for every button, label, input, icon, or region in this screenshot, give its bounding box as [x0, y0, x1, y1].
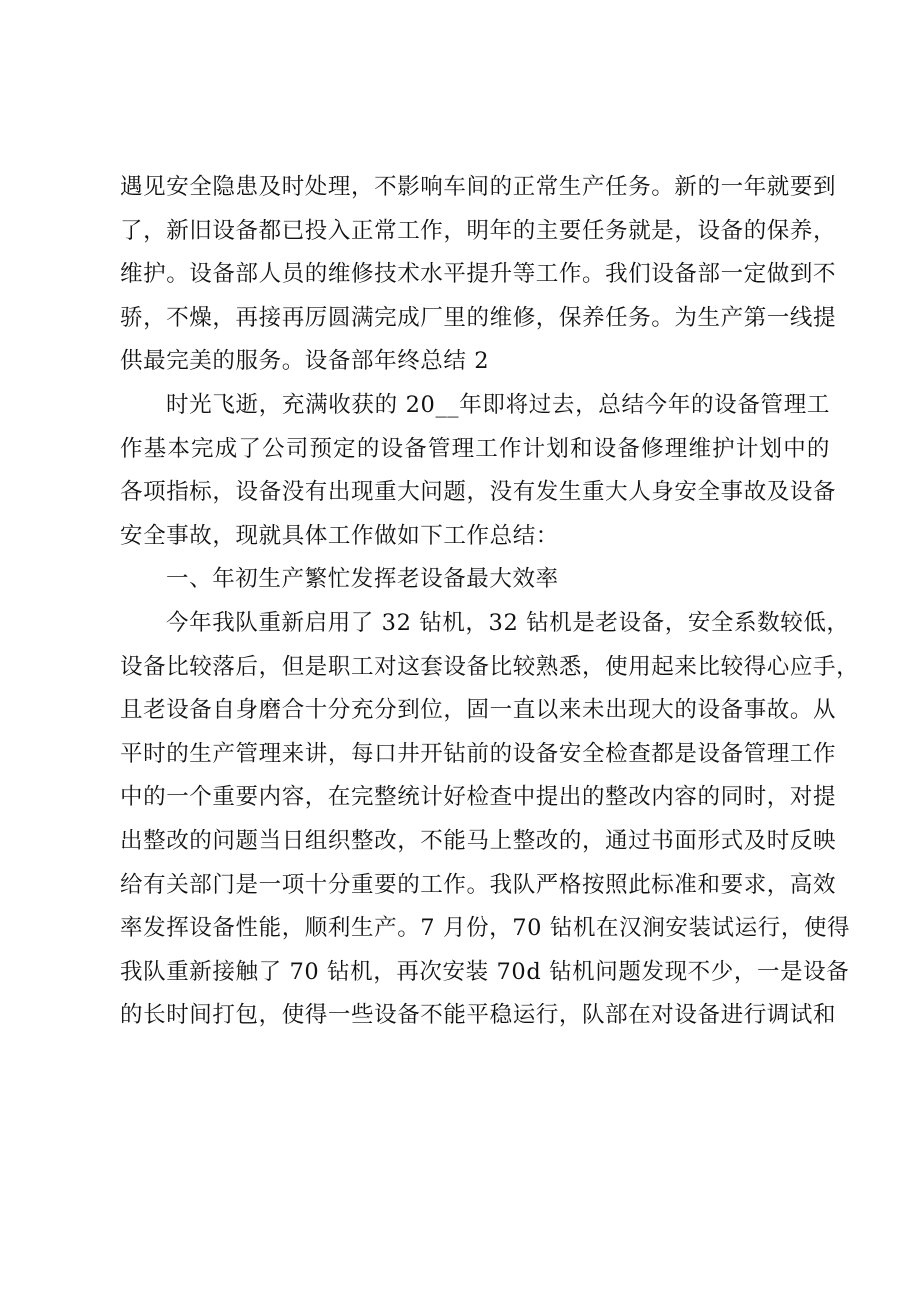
text-line: 维护。设备部人员的维修技术水平提升等工作。我们设备部一定做到不	[120, 261, 837, 288]
text-line: 平时的生产管理来讲，每口井开钻前的设备安全检查都是设备管理工作	[120, 740, 837, 767]
text-line: 率发挥设备性能，顺利生产。7 月份，70 钻机在汉涧安装试运行，使得	[120, 915, 851, 942]
text-line: 安全事故，现就具体工作做如下工作总结：	[120, 522, 559, 549]
text-line: 设备比较落后，但是职工对这套设备比较熟悉，使用起来比较得心应手，	[120, 653, 860, 680]
text-line: 遇见安全隐患及时处理，不影响车间的正常生产任务。新的一年就要到	[120, 174, 837, 200]
paragraph-start-line: 今年我队重新启用了 32 钻机，32 钻机是老设备，安全系数较低，	[166, 609, 850, 636]
text-line: 了，新旧设备都已投入正常工作，明年的主要任务就是，设备的保养，	[120, 217, 837, 244]
text-line: 给有关部门是一项十分重要的工作。我队严格按照此标准和要求，高效	[120, 871, 837, 898]
text-line: 我队重新接触了 70 钻机，再次安装 70d 钻机问题发现不少，一是设备	[120, 958, 850, 985]
text-line: 出整改的问题当日组织整改，不能马上整改的，通过书面形式及时反映	[120, 827, 837, 854]
text-line: 骄，不燥，再接再厉圆满完成厂里的维修，保养任务。为生产第一线提	[120, 304, 837, 331]
text-line: 且老设备自身磨合十分充分到位，固一直以来未出现大的设备事故。从	[120, 697, 837, 724]
text-line: 各项指标，设备没有出现重大问题，没有发生重大人身安全事故及设备	[120, 479, 837, 506]
section-heading: 一、年初生产繁忙发挥老设备最大效率	[166, 566, 559, 593]
text-line: 的长时间打包，使得一些设备不能平稳运行，队部在对设备进行调试和	[120, 1002, 837, 1029]
body-text	[120, 166, 860, 1038]
text-line: 供最完美的服务。设备部年终总结 2	[120, 348, 490, 375]
text-line: 中的一个重要内容，在完整统计好检查中提出的整改内容的同时，对提	[120, 784, 837, 811]
paragraph-start-line: 时光飞逝，充满收获的 20__年即将过去，总结今年的设备管理工	[166, 391, 830, 418]
text-line: 作基本完成了公司预定的设备管理工作计划和设备修理维护计划中的	[120, 435, 830, 462]
